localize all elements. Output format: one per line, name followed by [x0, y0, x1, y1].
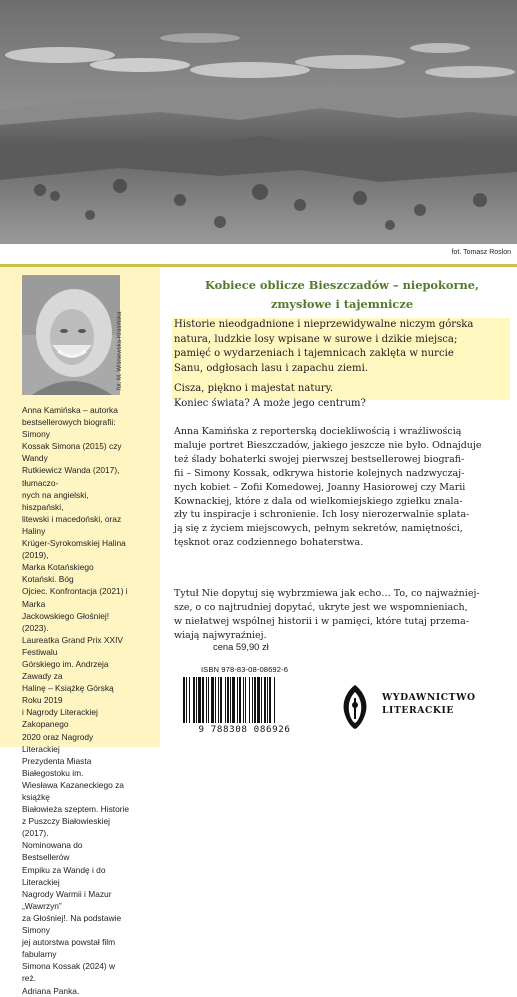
barcode-bar — [220, 677, 222, 723]
body-line: wiają najwyraźniej. — [174, 629, 267, 641]
bio-line: Empiku za Wandę i do Literackiej — [22, 864, 106, 887]
bio-line: Marka Kotańskiego Kotański. Bóg — [22, 562, 94, 585]
barcode-bar — [239, 677, 241, 723]
barcode-bar — [202, 677, 204, 723]
body-line: Anna Kamińska z reporterską dociekliwością i wrażliwością — [174, 426, 462, 437]
publisher-logo-icon — [340, 683, 370, 731]
body-line: maluje portret Bieszczadów, jakiego jeszcze nie było. Odnajduje — [174, 439, 482, 451]
blurb-line: Sanu, odgłosach lasu i zapachu ziemi. — [174, 362, 369, 374]
description-paragraph-2 — [172, 587, 512, 643]
body-line: Kownackiej, które z dala od wielkomiejskiego zgiełku znala- — [174, 495, 463, 507]
barcode-bar — [186, 677, 187, 723]
bio-line: Halinę – Książkę Górską Roku 2019 — [22, 683, 114, 706]
barcode-bar — [232, 677, 235, 723]
body-line: Tytuł Nie dopytuj się wybrzmiewa jak echo… To, co najważniej- — [174, 588, 480, 599]
bio-line: Krüger-Syrokomskiej Halina (2019), — [22, 538, 126, 561]
body-line: nych kobiet – Zofii Komedowej, Joanny Hasiorowej czy Marii — [174, 481, 466, 493]
publisher-line: WYDAWNICTWO — [382, 692, 476, 703]
barcode-bar — [218, 677, 219, 723]
bio-line: jej autorstwa powstał film fabularny — [22, 937, 116, 960]
landscape-photo — [0, 0, 517, 244]
barcode-bar — [264, 677, 266, 723]
barcode-bar — [196, 677, 197, 723]
barcode-bar — [237, 677, 238, 723]
bio-line: Rutkiewicz Wanda (2017), tłumaczo- — [22, 465, 120, 488]
barcode-bar — [249, 677, 250, 723]
tagline-line: Koniec świata? A może jego centrum? — [174, 397, 366, 409]
barcode-bar — [245, 677, 246, 723]
body-line: tęsknot oraz codziennego bohaterstwa. — [174, 537, 364, 549]
barcode-bar — [261, 677, 262, 723]
blurb-line: pamięć o wydarzeniach i tajemnicach zaklęta w nurcie — [174, 348, 454, 359]
bio-line: Adriana Panka. — [22, 985, 80, 996]
body-line: ją się z życiem miejscowych, pełnym sekretów, namiętności, — [174, 523, 463, 535]
bio-line: 2020 oraz Nagrody Literackiej — [22, 731, 94, 754]
body-line: w niełatwej wspólnej historii i w pamięci, które tutaj przema- — [174, 615, 469, 627]
barcode-bar — [257, 677, 260, 723]
barcode-bar — [193, 677, 195, 723]
bio-line: Anna Kamińska – autorka — [22, 405, 118, 415]
barcode-bar — [269, 677, 271, 723]
bio-line: Kossak Simona (2015) czy Wandy — [22, 441, 122, 464]
barcode-bar — [227, 677, 229, 723]
author-bio — [22, 404, 130, 997]
barcode-digits: 9 788308 086926 — [198, 724, 291, 735]
publisher-name — [382, 691, 476, 717]
barcode-bar — [254, 677, 256, 723]
tagline-line: Cisza, piękno i majestat natury. — [174, 383, 334, 394]
barcode-bar — [189, 677, 190, 723]
barcode-bar — [198, 677, 201, 723]
barcode-bar — [230, 677, 231, 723]
headline-line: Kobiece oblicze Bieszczadów – niepokorne, — [204, 278, 480, 292]
barcode-bar — [206, 677, 207, 723]
bio-line: bestsellerowych biografii: Simony — [22, 417, 116, 440]
description-paragraph-1 — [172, 425, 512, 550]
price-label: cena 59,90 zł — [213, 641, 269, 652]
bio-line: Ojciec. Konfrontacja (2021) i Marka — [22, 586, 128, 609]
photo-credit: fot. Tomasz Roslon — [451, 249, 511, 256]
blurb-line: natura, ludzkie losy wpisane w surowe i dzikie miejsca; — [174, 333, 458, 345]
bio-line: Białowieża szeptem. Historie — [22, 804, 130, 815]
portrait-credit: fot. M. Wiśniewska-Krasińska — [117, 311, 123, 390]
bio-line: Górskiego im. Andrzeja Zawady za — [22, 658, 109, 682]
bio-line: Simona Kossak (2024) w reż. — [22, 961, 116, 984]
body-line: zły tu inspiracje i schronienie. Ich losy nierozerwalnie splata- — [174, 509, 470, 521]
bio-line: nych na angielski, hiszpański, — [22, 489, 89, 512]
bio-line: Laureatka Grand Prix XXIV Festiwalu — [22, 634, 124, 657]
body-line: też ślady bohaterki swojej pierwszej bestsellerowej biografi- — [174, 453, 465, 465]
bio-line: z Puszczy Białowieskiej (2017). — [22, 816, 110, 839]
tagline — [172, 382, 512, 411]
barcode-bar — [211, 677, 214, 723]
bio-line: Nagrody Warmii i Mazur „Wawrzyn” — [22, 888, 112, 911]
headline-line: zmysłowe i tajemnicze — [270, 297, 414, 311]
barcode-bar — [215, 677, 216, 723]
barcode-bar — [267, 677, 268, 723]
publisher-line: LITERACKIE — [382, 705, 454, 716]
barcode-bar — [274, 677, 275, 723]
bio-line: Jackowskiego Głośniej! (2023). — [22, 610, 110, 633]
bio-line: i Nagrody Literackiej Zakopanego — [22, 707, 98, 730]
barcode-bar — [183, 677, 185, 723]
bio-line: Prezydenta Miasta Białegostoku im. — [22, 755, 92, 778]
bio-line: litewski i macedoński, oraz Haliny — [22, 513, 122, 536]
barcode-bar — [243, 677, 244, 723]
barcode-bar — [252, 677, 253, 723]
barcode-bar — [225, 677, 226, 723]
bio-line: Wiesława Kazaneckiego za książkę — [22, 779, 124, 802]
isbn-text: ISBN 978-83-08-08692-6 — [200, 665, 289, 674]
bio-line: za Głośniej!. Na podstawie Simony — [22, 912, 122, 936]
bio-line: Nominowana do Bestsellerów — [22, 840, 83, 863]
barcode-bar — [208, 677, 209, 723]
body-line: fii – Simony Kossak, odkrywa historie kolejnych nadzwyczaj- — [174, 467, 465, 479]
author-portrait — [22, 275, 120, 395]
blurb-line: Historie nieodgadnione i nieprzewidywalne niczym górska — [174, 319, 474, 330]
headline — [172, 276, 512, 314]
body-line: sze, o co najtrudniej dopytać, ukryte jest we wspomnieniach, — [174, 601, 468, 613]
